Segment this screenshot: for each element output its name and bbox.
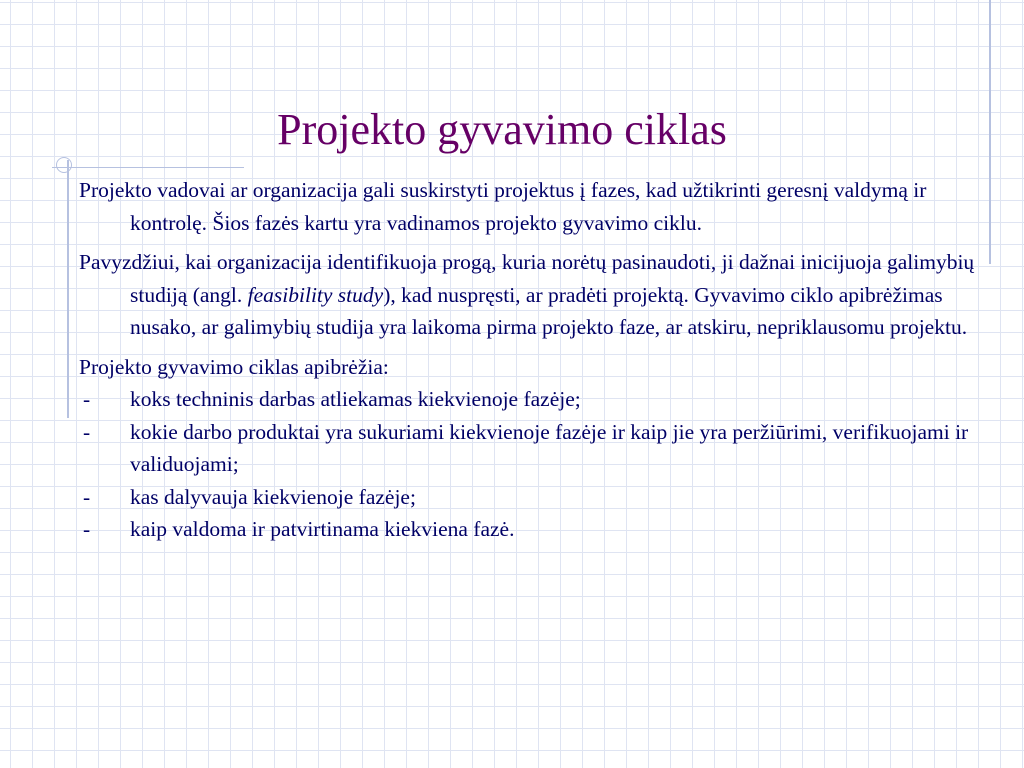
list-item	[79, 416, 984, 481]
list-marker: -	[83, 484, 91, 509]
list-marker: -	[83, 517, 91, 541]
slide-title: Projekto gyvavimo ciklas	[277, 105, 727, 154]
list-item-text: koks techninis darbas atliekamas kiekvienoje fazėje;	[130, 387, 581, 411]
list-item-text: kokie darbo produktai yra sukuriami kiekvienoje fazėje ir kaip jie yra peržiūrimi, verifikuojami ir validuojami;	[130, 419, 969, 476]
paragraph-example-text-2: ), kad nuspręsti, ar pradėti projektą. Gyvavimo ciklo apibrėžimas nusako, ar galimybių studija yra laikoma pirma projekto faze, ar atskiru, nepriklausomu projektu.	[130, 282, 968, 339]
list-item	[79, 513, 984, 546]
list-marker: -	[83, 387, 91, 411]
list-item-text: kas dalyvauja kiekvienoje fazėje;	[130, 484, 416, 509]
paragraph-intro: Projekto vadovai ar organizacija gali suskirstyti projektus į fazes, kad užtikrinti geresnį valdymą ir kontrolę. Šios fazės kartu yra vadinamos projekto gyvavimo ciklu.	[79, 178, 927, 235]
decorative-left-line	[67, 160, 69, 418]
list-item	[79, 383, 984, 416]
paragraph-example-italic: feasibility study	[247, 282, 384, 307]
list-intro: Projekto gyvavimo ciklas apibrėžia:	[79, 354, 389, 379]
list-marker: -	[83, 419, 91, 444]
list-item	[79, 481, 984, 514]
paragraph-example	[79, 246, 984, 344]
slide-body	[79, 174, 984, 546]
paragraph-example-text-1: Pavyzdžiui, kai organizacija identifikuoja progą, kuria norėtų pasinaudoti, ji dažnai inicijuoja galimybių studiją (angl.	[79, 250, 975, 307]
decorative-horizontal-line	[52, 167, 244, 168]
decorative-circle-icon	[56, 157, 72, 173]
list-item-text: kaip valdoma ir patvirtinama kiekviena fazė.	[130, 517, 515, 541]
